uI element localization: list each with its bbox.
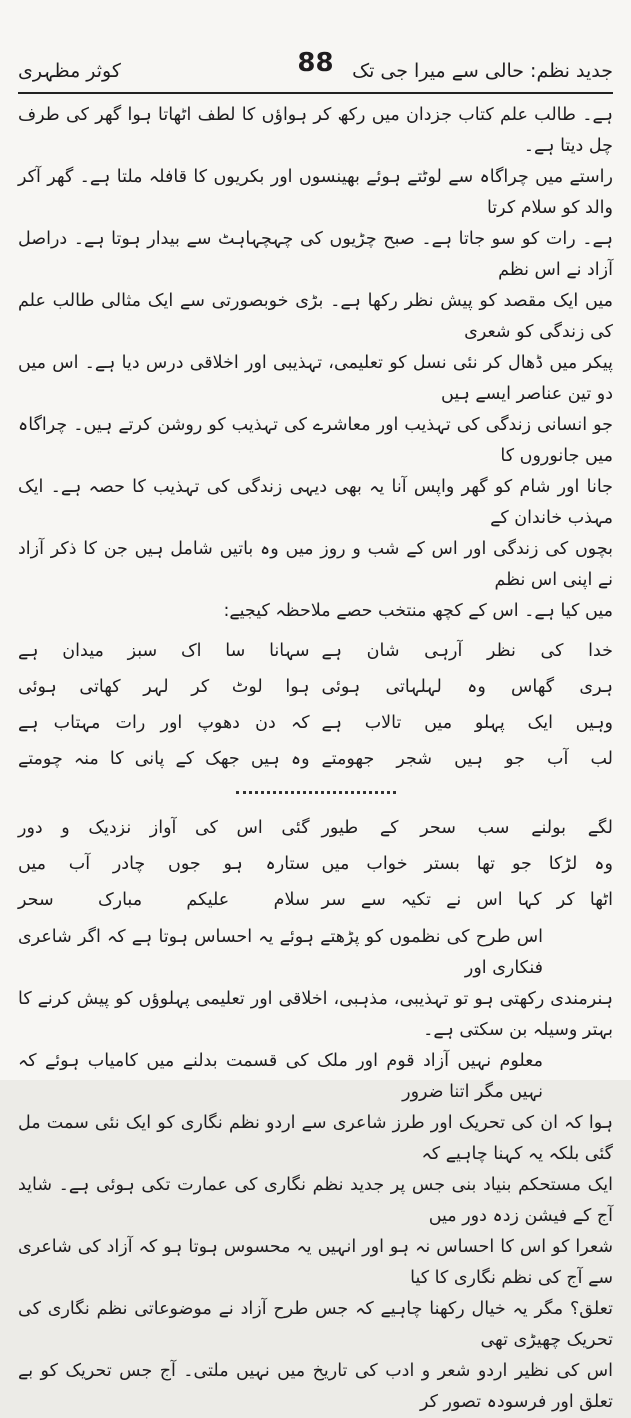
prose-line: ہوا کہ ان کی تحریک اور طرز شاعری سے اردو نظم نگاری کو ایک نئی سمت مل گئی بلکہ یہ کہنا چاہیے کہ: [18, 1113, 613, 1164]
prose-line: ہے۔ طالب علم کتاب جزدان میں رکھ کر ہواؤں کا لطف اٹھاتا ہوا گھر کی طرف چل دیتا ہے۔: [18, 105, 613, 156]
prose-line: اس کی نظیر اردو شعر و ادب کی تاریخ میں نہیں ملتی۔ آج جس تحریک کو بے تعلق اور فرسودہ تصور کر: [18, 1361, 613, 1412]
prose-line: شعرا کو اس کا احساس نہ ہو اور انہیں یہ محسوس ہوتا ہو کہ آزاد کی شاعری سے آج کی نظم نگاری کا کیا: [18, 1237, 613, 1288]
couplet: [18, 846, 613, 882]
hemistich-second: گئی اس کی آواز نزدیک و دور: [18, 818, 310, 838]
author-name: کوثر مظہری: [18, 60, 121, 82]
prose-line: تعلق؟ مگر یہ خیال رکھنا چاہیے کہ جس طرح آزاد نے موضوعاتی نظم نگاری کی تحریک چھیڑی تھی: [18, 1299, 613, 1350]
hemistich-second: کہ دن دھوپ اور رات مہتاب ہے: [18, 713, 310, 733]
prose-line: اس طرح کی نظموں کو پڑھتے ہوئے یہ احساس ہوتا ہے کہ اگر شاعری فنکاری اور: [18, 927, 543, 978]
couplet: [18, 633, 613, 669]
hemistich-second: سہانا سا اک سبز میدان ہے: [18, 641, 310, 661]
prose-line: ہنرمندی رکھتی ہو تو تہذیبی، مذہبی، اخلاقی اور تعلیمی پہلوؤں کو پیش کرنے کا بہتر وسیلہ بن سکتی ہے۔: [18, 989, 613, 1040]
poem-excerpt-1: [18, 633, 613, 777]
chapter-title: جدید نظم: حالی سے میرا جی تک: [352, 60, 613, 82]
section-divider: [236, 791, 396, 794]
hemistich-first: اٹھا کر کہا اس نے تکیہ سے سر: [321, 890, 613, 910]
prose-line: میں ایک مقصد کو پیش نظر رکھا ہے۔ بڑی خوبصورتی سے ایک مثالی طالب علم کی زندگی کو شعری: [18, 291, 613, 342]
prose-line: معلوم نہیں آزاد قوم اور ملک کی قسمت بدلنے میں کامیاب ہوئے کہ نہیں مگر اتنا ضرور: [18, 1051, 543, 1102]
prose-line: راستے میں چراگاہ سے لوٹتے ہوئے بھینسوں اور بکریوں کا قافلہ ملتا ہے۔ گھر آکر والد کو سلام کرتا: [18, 167, 613, 218]
couplet: [18, 669, 613, 705]
prose-line: میں کیا ہے۔ اس کے کچھ منتخب حصے ملاحظہ کیجیے:: [223, 601, 613, 621]
prose-top: [18, 100, 613, 627]
running-header: [18, 48, 613, 92]
hemistich-second: وہ ہیں جھک کے پانی کا منہ چومتے: [18, 749, 310, 769]
hemistich-first: وہیں ایک پہلو میں تالاب ہے: [321, 713, 613, 733]
hemistich-first: لب آب جو ہیں شجر جھومتے: [321, 749, 613, 769]
couplet: [18, 810, 613, 846]
hemistich-first: لگے بولنے سب سحر کے طیور: [321, 818, 613, 838]
hemistich-first: ہری گھاس وہ لہلہاتی ہوئی: [321, 677, 613, 697]
hemistich-second: ہوا لوٹ کر لہر کھاتی ہوئی: [18, 677, 310, 697]
prose-line: جانا اور شام کو گھر واپس آنا یہ بھی دیہی زندگی کی تہذیب کا حصہ ہے۔ ایک مہذب خاندان کے: [18, 477, 613, 528]
hemistich-first: خدا کی نظر آرہی شان ہے: [321, 641, 613, 661]
hemistich-second: ستارہ ہو جوں چادر آب میں: [18, 854, 310, 874]
prose-line: ہے۔ رات کو سو جاتا ہے۔ صبح چڑیوں کی چہچہاہٹ سے بیدار ہوتا ہے۔ دراصل آزاد نے اس نظم: [18, 229, 613, 280]
couplet: [18, 882, 613, 918]
prose-line: جو انسانی زندگی کی تہذیب اور معاشرے کی تہذیب کو روشن کرتے ہیں۔ چراگاہ میں جانوروں کا: [18, 415, 613, 466]
header-rule: [18, 92, 613, 94]
prose-line: بچوں کی زندگی اور اس کے شب و روز میں وہ باتیں شامل ہیں جن کا ذکر آزاد نے اپنی اس نظم: [18, 539, 613, 590]
couplet: [18, 705, 613, 741]
poem-excerpt-2: [18, 810, 613, 918]
prose-bottom: [18, 922, 613, 1418]
hemistich-second: سلام علیکم مبارک سحر: [18, 890, 310, 910]
prose-line: ایک مستحکم بنیاد بنی جس پر جدید نظم نگاری کی عمارت تکی ہوئی ہے۔ شاید آج کے فیشن زدہ دور میں: [18, 1175, 613, 1226]
prose-line: پیکر میں ڈھال کر نئی نسل کو تعلیمی، تہذیبی اور اخلاقی درس دیا ہے۔ اس میں دو تین عناصر ایسے ہیں: [18, 353, 613, 404]
hemistich-first: وہ لڑکا جو تھا بستر خواب میں: [321, 854, 613, 874]
page-body: [18, 100, 613, 1418]
couplet: [18, 741, 613, 777]
page-number: 88: [297, 48, 334, 78]
